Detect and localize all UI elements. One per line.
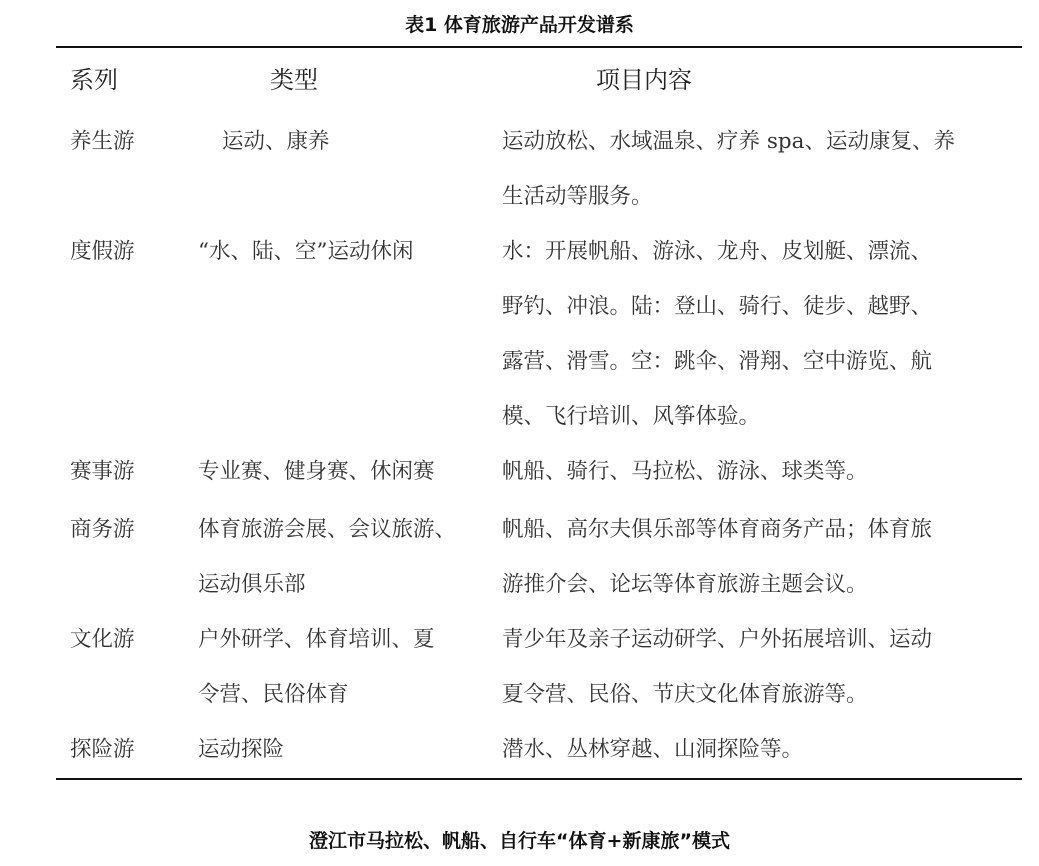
header-series: 系列 xyxy=(70,66,118,94)
cell-text: 体育旅游会展、会议旅游、 xyxy=(198,517,457,542)
cell-text: 赛事游 xyxy=(70,459,135,484)
cell-type xyxy=(198,224,413,279)
cell-type xyxy=(198,612,435,722)
cell-text: 帆船、骑行、马拉松、游泳、球类等。 xyxy=(502,459,868,484)
cell-series xyxy=(70,444,135,499)
cell-content xyxy=(502,722,803,777)
cell-type xyxy=(198,444,435,499)
cell-series xyxy=(70,224,135,279)
cell-text: 帆船、高尔夫俱乐部等体育商务产品；体育旅 xyxy=(502,517,933,542)
cell-text: 野钓、冲浪。陆：登山、骑行、徒步、越野、 xyxy=(502,294,933,319)
cell-type xyxy=(222,114,330,169)
cell-text: 运动俱乐部 xyxy=(198,572,306,597)
cell-text: 夏令营、民俗、节庆文化体育旅游等。 xyxy=(502,682,868,707)
cell-text: 模、飞行培训、风筝体验。 xyxy=(502,404,761,429)
cell-series xyxy=(70,612,135,667)
cell-text: 运动放松、水域温泉、疗养 spa、运动康复、养 xyxy=(502,129,955,154)
cell-text: 潜水、丛林穿越、山洞探险等。 xyxy=(502,737,804,762)
section-title: 澄江市马拉松、帆船、自行车“体育+新康旅”模式 xyxy=(309,830,730,852)
table-top-rule xyxy=(56,46,1022,48)
cell-content xyxy=(502,612,932,722)
cell-content xyxy=(502,444,868,499)
cell-text: 水：开展帆船、游泳、龙舟、皮划艇、漂流、 xyxy=(502,239,933,264)
table-caption: 表1 体育旅游产品开发谱系 xyxy=(405,14,634,36)
cell-type xyxy=(198,722,284,777)
header-type: 类型 xyxy=(270,66,318,94)
cell-series xyxy=(70,114,135,169)
cell-text: 运动探险 xyxy=(198,737,285,762)
cell-text: 运动、康养 xyxy=(222,129,330,154)
header-content: 项目内容 xyxy=(596,66,692,94)
cell-text: 露营、滑雪。空：跳伞、滑翔、空中游览、航 xyxy=(502,349,933,374)
cell-series xyxy=(70,502,135,557)
cell-text: 养生游 xyxy=(70,129,135,154)
cell-text: 商务游 xyxy=(70,517,135,542)
cell-text: 游推介会、论坛等体育旅游主题会议。 xyxy=(502,572,868,597)
cell-text: 专业赛、健身赛、休闲赛 xyxy=(198,459,435,484)
cell-text: 令营、民俗体育 xyxy=(198,682,349,707)
cell-text: 青少年及亲子运动研学、户外拓展培训、运动 xyxy=(502,627,933,652)
table-bottom-rule xyxy=(56,778,1022,780)
cell-text: 生活动等服务。 xyxy=(502,184,653,209)
cell-text: 度假游 xyxy=(70,239,135,264)
cell-content xyxy=(502,114,955,224)
cell-text: “水、陆、空”运动休闲 xyxy=(198,239,414,264)
cell-text: 文化游 xyxy=(70,627,135,652)
cell-series xyxy=(70,722,135,777)
cell-text: 户外研学、体育培训、夏 xyxy=(198,627,435,652)
cell-type xyxy=(198,502,456,612)
cell-text: 探险游 xyxy=(70,737,135,762)
cell-content xyxy=(502,224,932,444)
cell-content xyxy=(502,502,932,612)
